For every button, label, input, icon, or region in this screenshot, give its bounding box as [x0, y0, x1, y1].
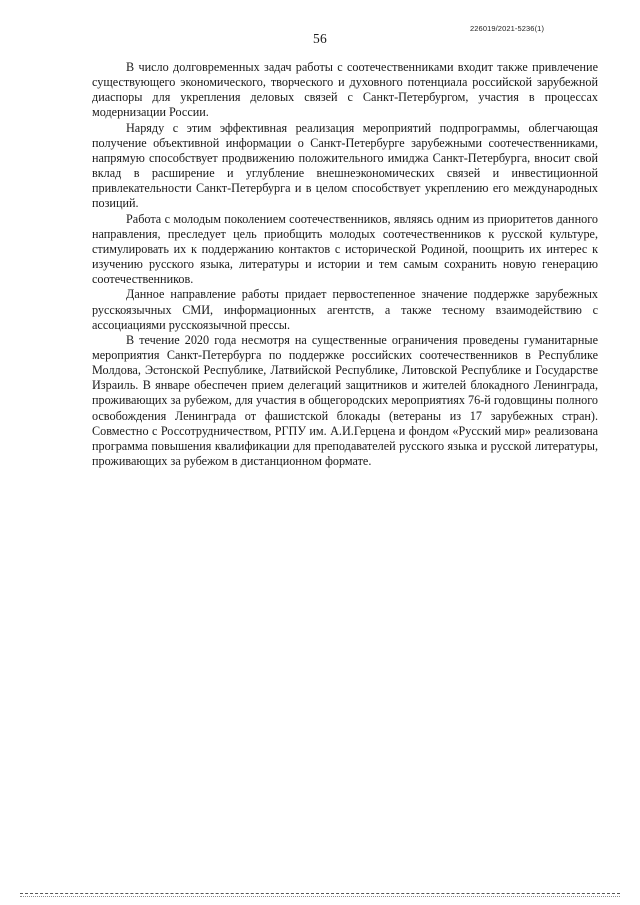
paragraph-1: В число долговременных задач работы с соотечественниками входит также привлечение существующего экономического, творческого и духовного потенциала российской зарубежной диаспоры для укрепления деловых связей с Санкт-Петербургом, участия в процессах модернизации России.	[92, 60, 598, 120]
document-registration-code: 226019/2021-5236(1)	[470, 24, 545, 33]
scan-edge-line-secondary	[20, 896, 620, 897]
page-number: 56	[313, 31, 327, 46]
paragraph-3: Работа с молодым поколением соотечественников, являясь одним из приоритетов данного направления, преследует цель приобщить молодых соотечественников к русской культуре, стимулировать их к поддержанию контактов с исторической Родиной, поощрить их интерес к изучению русского языка, литературы и истории и тем самым сохранить новую генерацию соотечественников.	[92, 211, 598, 287]
paragraph-5: В течение 2020 года несмотря на существенные ограничения проведены гуманитарные мероприятия Санкт-Петербурга по поддержке российских соотечественников в Республике Молдова, Эстонской Республике, Латвийской Республике, Литовской Республике и Государстве Израиль. В январе обеспечен прием делегаций защитников и жителей блокадного Ленинграда, проживающих за рубежом, для участия в общегородских мероприятиях 76-й годовщины полного освобождения Ленинграда от фашистской блокады (ветераны из 17 зарубежных стран). Совместно с Россотрудничеством, РГПУ им. А.И.Герцена и фондом «Русский мир» реализована программа повышения квалификации для преподавателей русского языка и русской литературы, проживающих за рубежом в дистанционном формате.	[92, 332, 598, 469]
document-body	[92, 60, 598, 469]
paragraph-4: Данное направление работы придает первостепенное значение поддержке зарубежных русскоязычных СМИ, информационных агентств, а также тесному взаимодействию с ассоциациями русскоязычной прессы.	[92, 287, 598, 332]
paragraph-2: Наряду с этим эффективная реализация мероприятий подпрограммы, облегчающая получение объективной информации о Санкт-Петербурге зарубежными соотечественниками, напрямую способствует продвижению положительного имиджа Санкт-Петербурга, вносит свой вклад в расширение и углубление внешнеэкономических связей и инвестиционной привлекательности Санкт-Петербурга и в целом способствует укреплению его международных позиций.	[92, 120, 598, 211]
scan-edge-line	[20, 893, 620, 894]
